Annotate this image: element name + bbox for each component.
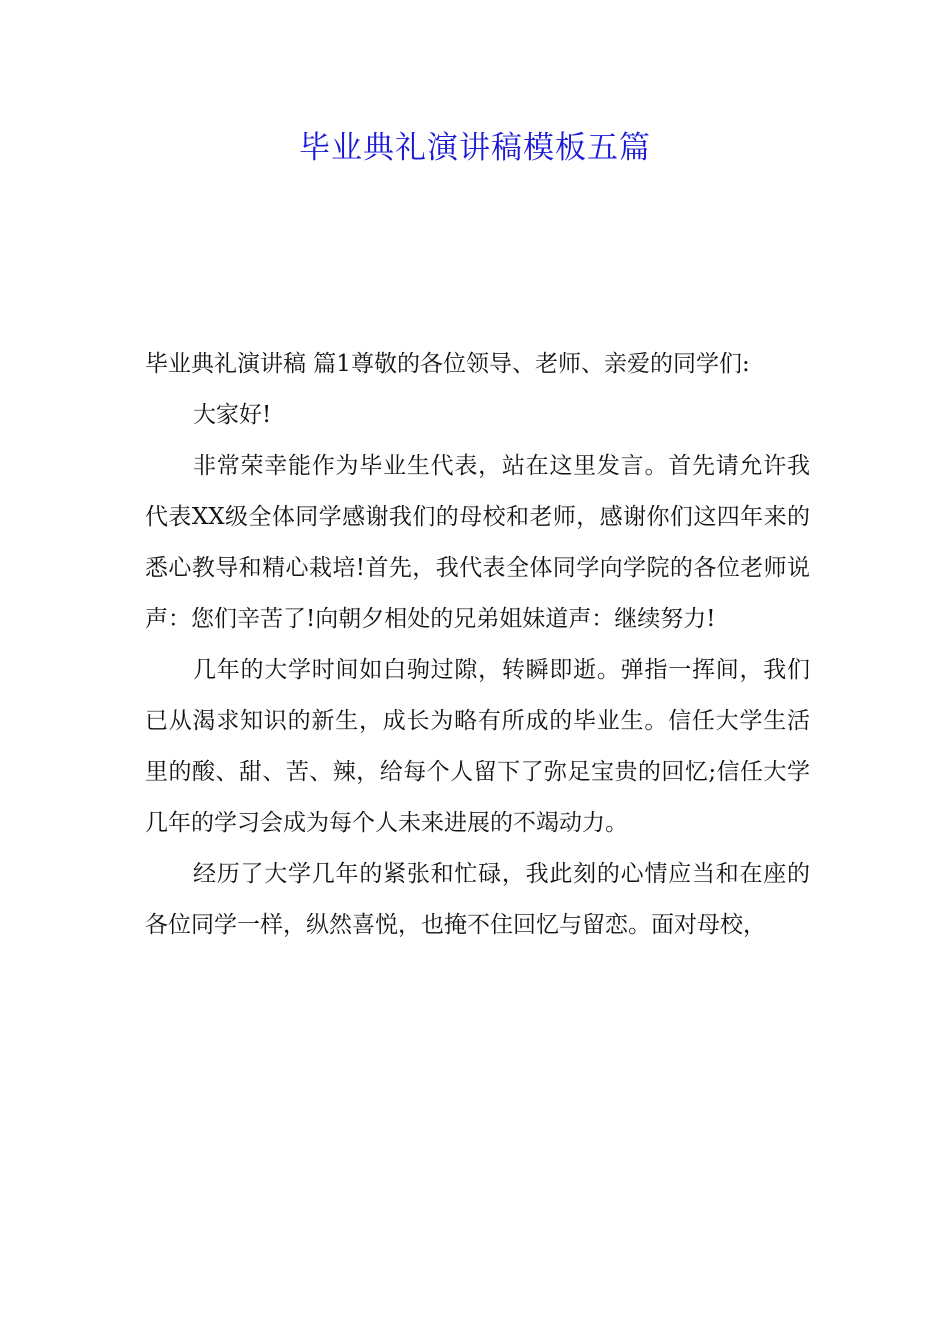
document-body — [145, 339, 810, 951]
document-title: 毕业典礼演讲稿模板五篇 — [299, 130, 651, 166]
paragraph-greeting: 大家好! — [193, 402, 272, 428]
paragraph-salutation: 毕业典礼演讲稿 篇1尊敬的各位领导、老师、亲爱的同学们: — [145, 351, 750, 377]
paragraph-university-years: 几年的大学时间如白驹过隙，转瞬即逝。弹指一挥间，我们已从渴求知识的新生，成长为略有所成的毕业生。信任大学生活里的酸、甜、苦、辣，给每个人留下了弥足宝贵的回忆;信任大学几年的学习会成为每个人未来进展的不竭动力。 — [145, 657, 810, 836]
paragraph-feelings: 经历了大学几年的紧张和忙碌，我此刻的心情应当和在座的各位同学一样，纵然喜悦，也掩不住回忆与留恋。面对母校， — [145, 861, 810, 938]
paragraph-thanks: 非常荣幸能作为毕业生代表，站在这里发言。首先请允许我代表XX级全体同学感谢我们的母校和老师，感谢你们这四年来的悉心教导和精心栽培!首先，我代表全体同学向学院的各位老师说声：您们辛苦了!向朝夕相处的兄弟姐妹道声：继续努力! — [145, 453, 810, 632]
